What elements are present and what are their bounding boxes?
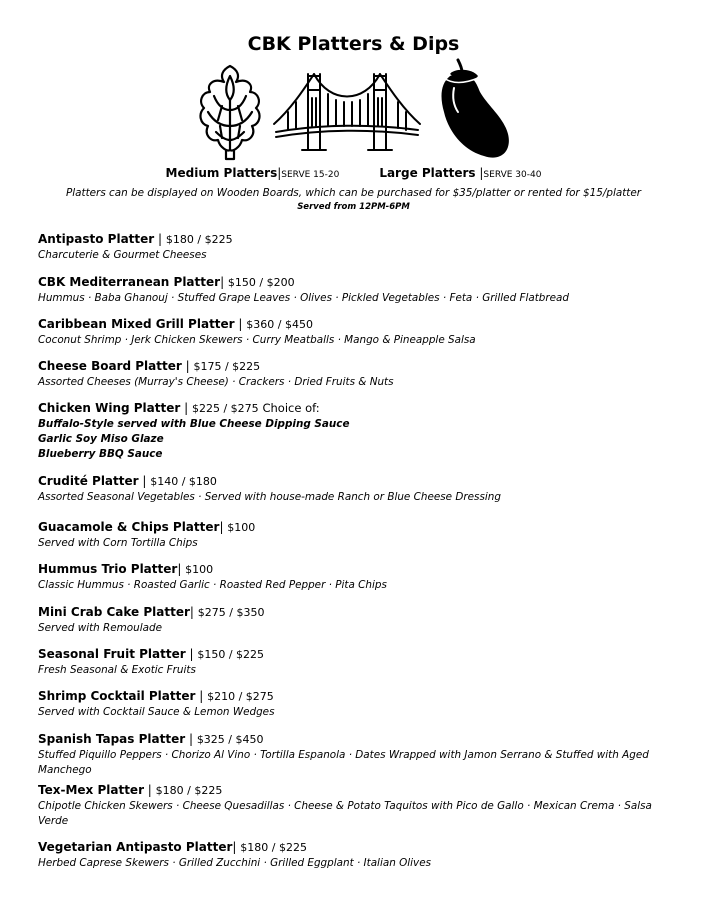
item-name: Cheese Board Platter (38, 359, 182, 373)
menu-item-guacamole: Guacamole & Chips Platter| $100 Served with Corn Tortilla Chips (38, 519, 678, 551)
bridge-icon (272, 68, 422, 156)
item-price: $325 / $450 (196, 733, 264, 746)
menu-item-tex-mex: Tex-Mex Platter | $180 / $225 Chipotle Chicken Skewers · Cheese Quesadillas · Cheese & Potato Taquitos with Pico de Gallo · Mexican Crema · Salsa Verde (38, 782, 678, 829)
menu-item-fruit: Seasonal Fruit Platter | $150 / $225 Fresh Seasonal & Exotic Fruits (38, 646, 678, 678)
item-name: Guacamole & Chips Platter (38, 520, 220, 534)
item-name: Chicken Wing Platter (38, 401, 181, 415)
wing-sauce-option: Blueberry BBQ Sauce (38, 448, 163, 460)
medium-serve-count: SERVE 15-20 (281, 170, 340, 180)
large-platters-label: Large Platters (379, 166, 476, 180)
item-description: Assorted Seasonal Vegetables · Served with house-made Ranch or Blue Cheese Dressing (38, 491, 501, 503)
menu-item-caribbean: Caribbean Mixed Grill Platter | $360 / $450 Coconut Shrimp · Jerk Chicken Skewers · Curry Meatballs · Mango & Pineapple Salsa (38, 316, 678, 348)
item-name: Seasonal Fruit Platter (38, 647, 186, 661)
item-price: $180 / $225 (155, 784, 223, 797)
menu-item-antipasto: Antipasto Platter | $180 / $225 Charcuterie & Gourmet Cheeses (38, 231, 678, 263)
item-price: $360 / $450 (246, 318, 313, 331)
item-price: $100 (185, 563, 214, 576)
menu-item-chicken-wing: Chicken Wing Platter | $225 / $275 Choice of: Buffalo-Style served with Blue Cheese Dipping Sauce Garlic Soy Miso Glaze Blueberry BBQ Sauce (38, 400, 678, 462)
item-description: Assorted Cheeses (Murray's Cheese) · Crackers · Dried Fruits & Nuts (38, 376, 394, 388)
wing-sauce-option: Garlic Soy Miso Glaze (38, 433, 164, 445)
item-description: Stuffed Piquillo Peppers · Chorizo Al Vino · Tortilla Espanola · Dates Wrapped with Jamon Serrano & Stuffed with Aged Manchego (38, 749, 649, 776)
serving-sizes: Medium Platters|SERVE 15-20 Large Platters |SERVE 30-40 (165, 166, 542, 180)
item-name: Crudité Platter (38, 474, 139, 488)
item-name: Vegetarian Antipasto Platter (38, 840, 233, 854)
item-description: Herbed Caprese Skewers · Grilled Zucchini · Grilled Eggplant · Italian Olives (38, 857, 431, 869)
item-name: Hummus Trio Platter (38, 562, 178, 576)
item-name: Antipasto Platter (38, 232, 155, 246)
item-description: Chipotle Chicken Skewers · Cheese Quesadillas · Cheese & Potato Taquitos with Pico de Gallo · Mexican Crema · Salsa Verde (38, 800, 652, 827)
artichoke-icon (194, 62, 266, 162)
item-description: Served with Remoulade (38, 622, 162, 634)
served-time: Served from 12PM-6PM (297, 202, 410, 212)
item-price: $180 / $225 (165, 233, 233, 246)
menu-item-shrimp-cocktail: Shrimp Cocktail Platter | $210 / $275 Served with Cocktail Sauce & Lemon Wedges (38, 688, 678, 720)
item-name: Shrimp Cocktail Platter (38, 689, 196, 703)
menu-item-spanish-tapas: Spanish Tapas Platter | $325 / $450 Stuffed Piquillo Peppers · Chorizo Al Vino · Tortilla Espanola · Dates Wrapped with Jamon Serrano & Stuffed with Aged Manchego (38, 731, 678, 778)
menu-item-crudite: Crudité Platter | $140 / $180 Assorted Seasonal Vegetables · Served with house-made Ranch or Blue Cheese Dressing (38, 473, 678, 505)
menu-item-mediterranean: CBK Mediterranean Platter| $150 / $200 Hummus · Baba Ghanouj · Stuffed Grape Leaves · Olives · Pickled Vegetables · Feta · Grilled Flatbread (38, 274, 678, 306)
item-name: Tex-Mex Platter (38, 783, 144, 797)
item-price: $140 / $180 (150, 475, 217, 488)
eggplant-icon (432, 58, 514, 164)
item-description: Classic Hummus · Roasted Garlic · Roasted Red Pepper · Pita Chips (38, 579, 387, 591)
item-price: $150 / $200 (227, 276, 295, 289)
item-description: Hummus · Baba Ghanouj · Stuffed Grape Leaves · Olives · Pickled Vegetables · Feta · Grilled Flatbread (38, 292, 569, 304)
page-title: CBK Platters & Dips (247, 33, 460, 55)
menu-item-crab-cake: Mini Crab Cake Platter| $275 / $350 Served with Remoulade (38, 604, 678, 636)
menu-item-vegetarian-antipasto: Vegetarian Antipasto Platter| $180 / $225 Herbed Caprese Skewers · Grilled Zucchini · Grilled Eggplant · Italian Olives (38, 839, 678, 871)
wing-sauce-option: Buffalo-Style served with Blue Cheese Dipping Sauce (38, 418, 350, 430)
item-description: Charcuterie & Gourmet Cheeses (38, 249, 207, 261)
item-price: $180 / $225 (240, 841, 307, 854)
item-choice-label: Choice of: (262, 401, 320, 415)
item-name: CBK Mediterranean Platter (38, 275, 221, 289)
item-description: Served with Cocktail Sauce & Lemon Wedges (38, 706, 275, 718)
item-name: Spanish Tapas Platter (38, 732, 186, 746)
item-name: Caribbean Mixed Grill Platter (38, 317, 235, 331)
item-price: $210 / $275 (207, 690, 274, 703)
item-description: Coconut Shrimp · Jerk Chicken Skewers · Curry Meatballs · Mango & Pineapple Salsa (38, 334, 476, 346)
large-serve-count: SERVE 30-40 (483, 170, 542, 180)
item-price: $175 / $225 (193, 360, 261, 373)
item-price: $150 / $225 (197, 648, 265, 661)
item-price: $225 / $275 (191, 402, 259, 415)
item-description: Fresh Seasonal & Exotic Fruits (38, 664, 196, 676)
illustrations (188, 58, 518, 168)
item-description: Served with Corn Tortilla Chips (38, 537, 198, 549)
menu-item-hummus-trio: Hummus Trio Platter| $100 Classic Hummus · Roasted Garlic · Roasted Red Pepper · Pita Chips (38, 561, 678, 593)
medium-platters-label: Medium Platters (165, 166, 278, 180)
item-name: Mini Crab Cake Platter (38, 605, 190, 619)
item-price: $275 / $350 (197, 606, 265, 619)
item-price: $100 (227, 521, 256, 534)
menu-item-cheese-board: Cheese Board Platter | $175 / $225 Assorted Cheeses (Murray's Cheese) · Crackers · Dried Fruits & Nuts (38, 358, 678, 390)
wooden-board-note: Platters can be displayed on Wooden Boards, which can be purchased for $35/platter or rented for $15/platter (65, 187, 642, 199)
